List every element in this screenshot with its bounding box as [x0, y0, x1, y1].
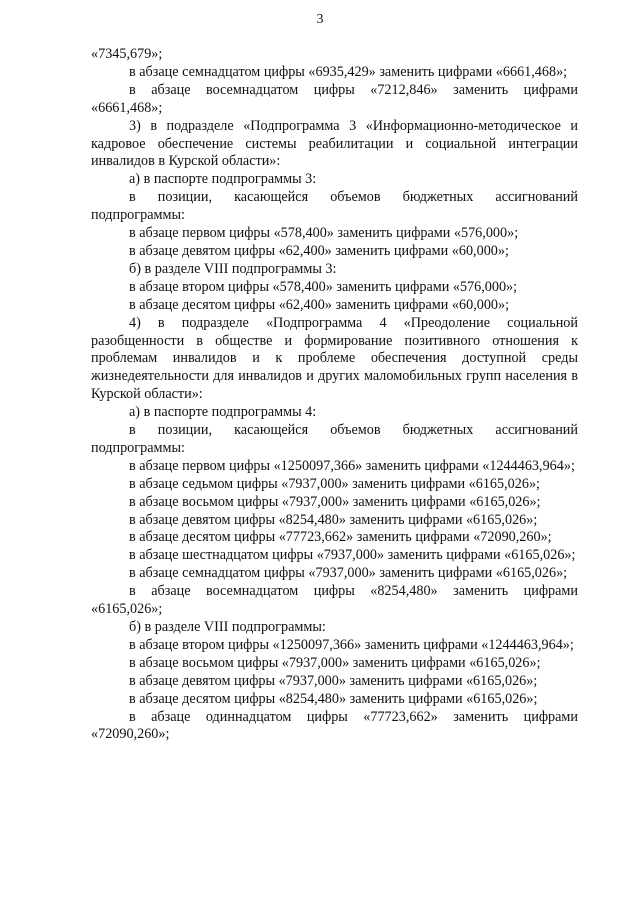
- paragraph: в абзаце восьмом цифры «7937,000» заменить цифрами «6165,026»;: [129, 654, 541, 671]
- paragraph: в абзаце первом цифры «1250097,366» заменить цифрами «1244463,964»;: [129, 457, 575, 474]
- paragraph: в абзаце девятом цифры «8254,480» заменить цифрами «6165,026»;: [129, 511, 538, 528]
- paragraph: 4) в подразделе «Подпрограмма 4 «Преодоление социальной разобщенности в обществе и формирование позитивного отношения к проблемам инвалидов и к проблеме обеспечения доступной среды жизнедеятельности для инвалидов и других маломобильных групп населения в Курской области»:: [91, 314, 578, 403]
- page-number: 3: [316, 12, 324, 27]
- paragraph: в абзаце десятом цифры «77723,662» заменить цифрами «72090,260»;: [129, 529, 552, 546]
- paragraph: в абзаце втором цифры «1250097,366» заменить цифрами «1244463,964»;: [129, 636, 574, 653]
- paragraph: «7345,679»;: [91, 46, 163, 62]
- paragraph: в абзаце девятом цифры «62,400» заменить цифрами «60,000»;: [129, 242, 509, 259]
- paragraph: в абзаце семнадцатом цифры «6935,429» заменить цифрами «6661,468»;: [129, 63, 568, 80]
- paragraph: в абзаце одиннадцатом цифры «77723,662» заменить цифрами «72090,260»;: [91, 708, 578, 743]
- paragraph: в абзаце десятом цифры «8254,480» заменить цифрами «6165,026»;: [129, 690, 538, 707]
- paragraph: б) в разделе VIII подпрограммы 3:: [129, 260, 337, 277]
- paragraph: в абзаце втором цифры «578,400» заменить цифрами «576,000»;: [129, 278, 518, 295]
- paragraph: в абзаце первом цифры «578,400» заменить цифрами «576,000»;: [129, 225, 519, 242]
- paragraph: 3) в подразделе «Подпрограмма 3 «Информационно-методическое и кадровое обеспечение системы реабилитации и социальной интеграции инвалидов в Курской области»:: [91, 117, 578, 170]
- paragraph: в абзаце семнадцатом цифры «7937,000» заменить цифрами «6165,026»;: [129, 565, 568, 582]
- paragraph: а) в паспорте подпрограммы 4:: [129, 404, 317, 421]
- paragraph: в абзаце шестнадцатом цифры «7937,000» заменить цифрами «6165,026»;: [129, 547, 576, 564]
- paragraph: б) в разделе VIII подпрограммы:: [129, 619, 326, 635]
- paragraph: в абзаце седьмом цифры «7937,000» заменить цифрами «6165,026»;: [129, 475, 540, 492]
- paragraph: в абзаце десятом цифры «62,400» заменить цифрами «60,000»;: [129, 296, 510, 313]
- paragraph: в абзаце восьмом цифры «7937,000» заменить цифрами «6165,026»;: [129, 493, 541, 510]
- paragraph: в позиции, касающейся объемов бюджетных ассигнований подпрограммы:: [91, 422, 578, 456]
- paragraph: в абзаце восемнадцатом цифры «8254,480» заменить цифрами «6165,026»;: [91, 583, 578, 618]
- paragraph: в позиции, касающейся объемов бюджетных ассигнований подпрограммы:: [91, 189, 578, 224]
- document-body: [91, 46, 578, 744]
- paragraph: в абзаце девятом цифры «7937,000» заменить цифрами «6165,026»;: [129, 672, 538, 689]
- paragraph: а) в паспорте подпрограммы 3:: [129, 171, 317, 188]
- paragraph: в абзаце восемнадцатом цифры «7212,846» заменить цифрами «6661,468»;: [91, 81, 578, 116]
